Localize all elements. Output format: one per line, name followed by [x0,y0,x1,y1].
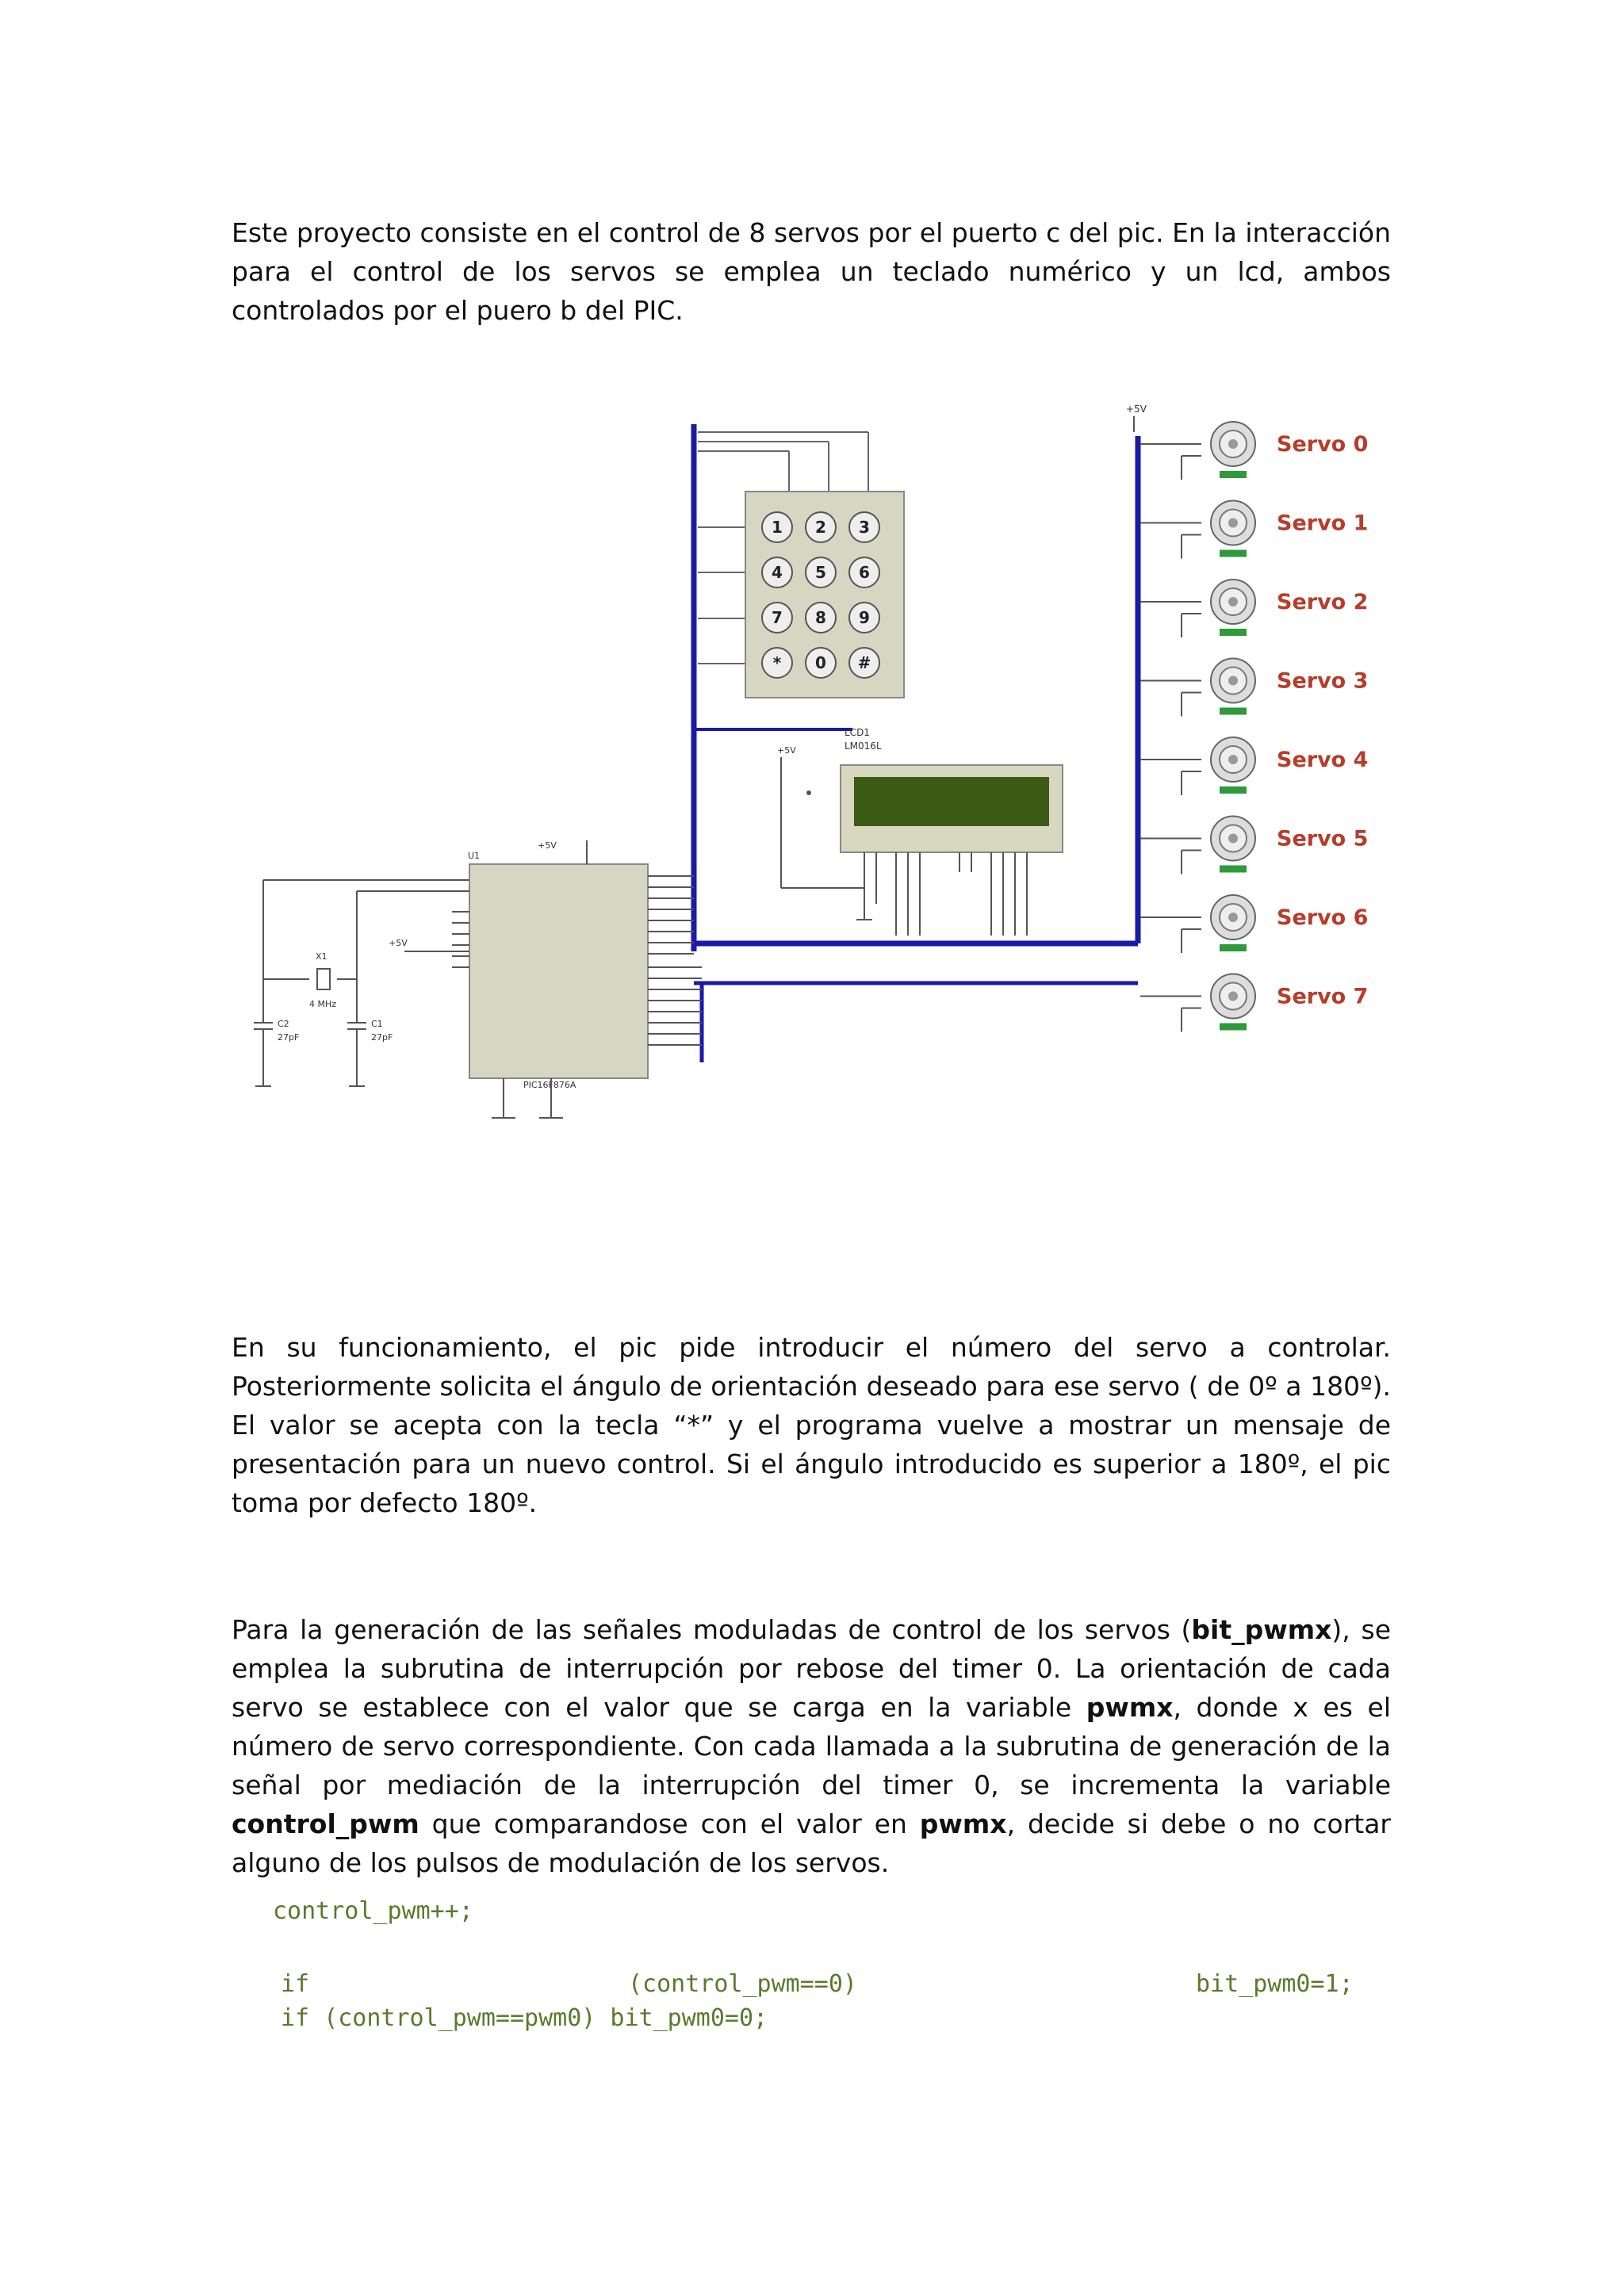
power-label: +5V [1126,404,1147,415]
keypad-key [762,603,792,633]
lcd-label: LCD1 [845,727,870,738]
servo-label: Servo 2 [1277,590,1369,614]
servo [1140,895,1368,953]
servo-label: Servo 1 [1277,511,1369,536]
servo [1140,659,1368,717]
servo-label: Servo 5 [1277,826,1369,851]
mcu-power-label: +5V [538,840,557,851]
pwm-term-pwmx: pwmx [1086,1692,1174,1723]
svg-text:*: * [772,653,782,672]
pwm-text-3: , donde x es el número de servo correspondiente. Con cada llamada a la subrutina de generación de la señal por mediación de la interrupción del timer 0, se incrementa la variable [232,1692,1392,1800]
servo [1140,817,1368,874]
servo [1140,580,1368,637]
operation-paragraph: En su funcionamiento, el pic pide introducir el número del servo a controlar. Posteriormente solicita el ángulo de orientación deseado para ese servo ( de 0º a 180º). El valor se acepta con la tecla “*” y el programa vuelve a mostrar un mensaje de presentación para un nuevo control. Si el ángulo introducido es superior a 180º, el pic toma por defecto 180º. [232,1332,1391,1518]
svg-text:7: 7 [772,608,783,627]
servo [1140,974,1368,1032]
code-line-2-condition: (control_pwm==0) [628,1970,857,1998]
keypad-key [806,512,836,542]
lcd-screen [854,777,1049,826]
servo-label: Servo 0 [1277,432,1369,457]
pwm-text-5: , decide si debe o no cortar alguno de los pulsos de modulación de los servos. [232,1808,1391,1878]
keypad-key [849,648,879,678]
keypad-key [762,557,792,587]
pwm-text-4: que comparandose con el valor en [419,1808,920,1839]
keypad-key [806,648,836,678]
microcontroller [469,864,648,1078]
keypad-key [849,512,879,542]
keypad-key [806,603,836,633]
cap1-value: 27pF [278,1032,300,1043]
svg-text:8: 8 [815,608,826,627]
pwm-term-bit-pwmx: bit_pwmx [1191,1614,1332,1645]
pwm-term-control-pwm: control_pwm [232,1808,419,1839]
svg-text:6: 6 [859,563,870,582]
pwm-paragraph [232,1610,1391,1882]
code-line-1: control_pwm++; [273,1897,473,1925]
servo [1140,737,1368,795]
crystal-value: 4 MHz [309,999,337,1009]
crystal-label: X1 [316,951,327,962]
mcu-ref: U1 [468,851,481,861]
svg-text:#: # [857,653,871,672]
svg-text:5: 5 [815,563,826,582]
cap1-label: C2 [278,1019,289,1029]
svg-text:2: 2 [815,518,826,537]
keypad-key [762,648,792,678]
pwm-text-1: Para la generación de las señales moduladas de control de los servos ( [232,1614,1192,1645]
pwm-text-2: ), se emplea la subrutina de interrupción por rebose del timer 0. La orientación de cada servo se establece con el valor que se carga en la variable [232,1614,1391,1723]
svg-text:9: 9 [859,608,870,627]
cap2-value: 27pF [371,1032,393,1043]
svg-text:0: 0 [815,653,826,672]
pwm-term-pwmx-2: pwmx [919,1808,1007,1839]
servo-label: Servo 6 [1277,905,1369,930]
code-line-2-statement: bit_pwm0=1; [1196,1970,1354,1998]
cap2-label: C1 [371,1019,383,1029]
lcd-model-label: LM016L [845,740,882,752]
circuit-schematic [230,396,1396,1150]
svg-text:3: 3 [859,518,870,537]
svg-text:4: 4 [772,563,783,582]
servo-label: Servo 7 [1277,984,1369,1009]
lcd-power-label: +5V [777,745,796,756]
svg-text:1: 1 [772,518,783,537]
servo [1140,501,1368,559]
keypad-key [762,512,792,542]
keypad-key [849,603,879,633]
code-line-3: if (control_pwm==pwm0) bit_pwm0=0; [281,2004,768,2032]
mclr-power-label: +5V [389,938,408,948]
servo [1140,422,1368,480]
servo-label: Servo 3 [1277,668,1369,694]
code-line-2-if: if [281,1970,310,1998]
keypad-key [849,557,879,587]
keypad-key [806,557,836,587]
mcu-part: PIC16F876A [523,1080,576,1090]
servo-label: Servo 4 [1277,748,1369,772]
intro-paragraph: Este proyecto consiste en el control de 8 servos por el puerto c del pic. En la interacción para el control de los servos se emplea un teclado numérico y un lcd, ambos controlados por el puero b del PIC. [232,217,1391,326]
